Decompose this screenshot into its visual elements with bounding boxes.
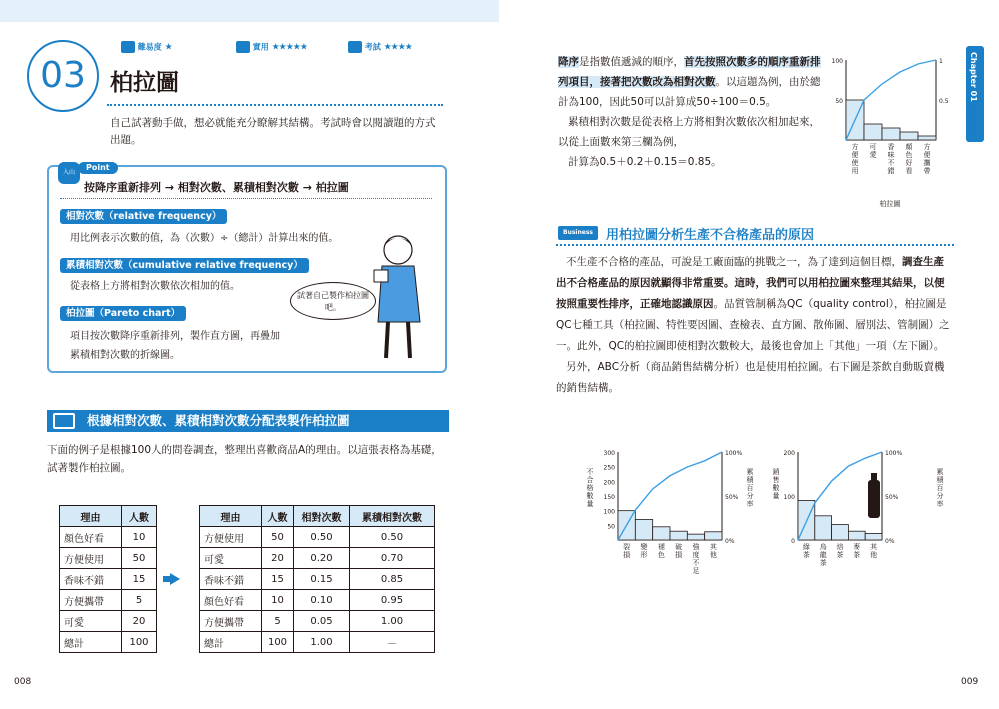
x-tick-label: 茶: [819, 559, 827, 567]
x-tick-label: 茶: [802, 551, 810, 559]
right-explanation: [558, 52, 822, 172]
y-axis-label: 不: [586, 468, 594, 476]
y2-tick-label: 0.5: [939, 98, 949, 105]
table-cell: 15: [122, 569, 157, 590]
bottle-cap-icon: [871, 473, 877, 481]
x-tick-label: 使: [851, 159, 859, 167]
table-cell: 香味不錯: [200, 569, 262, 590]
x-tick-label: 不: [887, 159, 895, 167]
top-band: [0, 0, 499, 22]
table-cell: －: [350, 632, 435, 653]
x-tick-label: 色: [657, 551, 665, 559]
body-text: 計算為0.5＋0.2＋0.15＝0.85。: [568, 156, 722, 168]
y2-tick-label: 50%: [725, 494, 739, 501]
difficulty-stars: ★: [164, 42, 172, 53]
y2-tick-label: 100%: [885, 450, 903, 457]
y-axis-label: 數: [586, 492, 594, 500]
section-title: 柏拉圖: [110, 70, 179, 96]
x-tick-label: 看: [905, 167, 913, 175]
x-tick-label: 龍: [819, 551, 827, 559]
y-tick-label: 300: [603, 450, 615, 457]
table-cell: 0.70: [350, 548, 435, 569]
x-tick-label: 便: [851, 151, 859, 159]
bottle-icon: [868, 480, 880, 518]
bar: [705, 532, 722, 540]
practical-stars: ★★★★★: [271, 42, 307, 53]
bar: [832, 525, 849, 540]
y-axis-label: 量: [772, 492, 780, 500]
y-tick-label: 250: [603, 464, 615, 472]
y-tick-label: 100: [783, 494, 795, 501]
table-row: [60, 569, 157, 590]
table-cell: 50: [122, 548, 157, 569]
hand-icon: 入山: [58, 162, 80, 184]
frequency-table: [199, 505, 435, 653]
x-tick-label: 香: [887, 143, 895, 151]
defect-pareto-chart: [582, 444, 762, 584]
highlight-text: 降序: [558, 56, 579, 68]
subsection-body: 下面的例子是根據100人的問卷調查，整理出喜歡商品A的理由。以這張表格為基礎，試著製作柏拉圖。: [47, 444, 442, 474]
table-cell: 可愛: [60, 611, 122, 632]
y-tick-label: 100: [603, 508, 615, 516]
page-number-right: 009: [961, 677, 979, 687]
x-tick-label: 愛: [869, 151, 877, 159]
table-cell: 5: [262, 611, 294, 632]
table-cell: 20: [262, 548, 294, 569]
y-axis-label: 格: [586, 484, 594, 492]
bar: [848, 531, 865, 540]
speech-bubble: 試著自己製作柏拉圖吧。: [290, 282, 376, 320]
table-header: 累積相對次數: [350, 506, 435, 527]
table-cell: 5: [122, 590, 157, 611]
bar: [670, 531, 687, 540]
def-tag-pareto: 柏拉圖（Pareto chart）: [60, 306, 186, 321]
table-row: [200, 611, 435, 632]
person-illustration: [366, 232, 434, 362]
chapter-label: Chapter 01: [969, 52, 978, 102]
y-tick-label: 50: [607, 523, 615, 531]
table-cell: 50: [262, 527, 294, 548]
y2-axis-label: 分: [746, 492, 754, 500]
bar: [918, 136, 936, 140]
point-tag: Point: [78, 162, 118, 174]
y2-tick-label: 100%: [725, 450, 743, 457]
table-cell: 0.20: [294, 548, 350, 569]
highlight-text: 首先按照次數多的順序重新排列項目，接著把次數改為相對次數: [558, 56, 821, 88]
y2-axis-label: 分: [936, 492, 944, 500]
mortarboard-icon: [348, 41, 362, 53]
y-axis-label: 合: [586, 476, 594, 484]
bar: [815, 516, 832, 540]
table-header-row: [200, 506, 435, 527]
y-axis-label: 售: [772, 476, 780, 484]
body-text: 另外，ABC分析（商品銷售結構分析）也是使用柏拉圖。右下圖是茶飲自動販賣機的銷售結構。: [556, 361, 945, 394]
y2-tick-label: 0%: [725, 538, 735, 545]
table-cell: 10: [122, 527, 157, 548]
table-cell: 方便攜帶: [60, 590, 122, 611]
y-tick-label: 50: [835, 98, 843, 105]
table-row: [60, 548, 157, 569]
body-text: 。以這題為例，由於總計為100，因此50可以計算成50÷100＝0.5。: [558, 76, 821, 108]
pareto-chart-small: [828, 50, 952, 212]
y-axis-label: 量: [586, 500, 594, 508]
table-row: [200, 590, 435, 611]
book-icon: [53, 413, 75, 429]
table-header: 人數: [122, 506, 157, 527]
body-text: 。品質管制稱為QC（quality control），柏拉圖是QC七種工具（柏拉圖、特性要因圖、查檢表、直方圖、散佈圖、層別法、管制圖）之一。此外，QC的柏拉圖即使相對次數較大，最後也會加上「其他」一項（左下圖）。: [556, 298, 950, 352]
business-title: 用柏拉圖分析生產不合格產品的原因: [606, 228, 815, 243]
y2-axis-label: 累: [936, 468, 944, 476]
section-number: 03: [40, 55, 86, 96]
x-tick-label: 損: [623, 551, 631, 559]
body-text: 不生產不合格的產品，可說是工廠面臨的挑戰之一，為了達到這個目標，: [566, 256, 902, 268]
table-row: [60, 527, 157, 548]
x-tick-label: 方: [851, 143, 859, 151]
x-tick-label: 變: [640, 543, 648, 551]
bold-text: 調查生產出不合格產品的原因就顯得非常重要。這時，我們可以用柏拉圖來整理其結果，以便按照重要性排序，正確地認識原因: [556, 256, 945, 310]
table-header: 人數: [262, 506, 294, 527]
y2-axis-label: 率: [936, 500, 944, 508]
x-tick-label: 顏: [905, 143, 913, 151]
table-cell: 0.50: [350, 527, 435, 548]
y2-tick-label: 50%: [885, 494, 899, 501]
x-tick-label: 焙: [836, 543, 844, 551]
x-tick-label: 度: [692, 551, 700, 559]
table-cell: 0.85: [350, 569, 435, 590]
bar: [864, 124, 882, 140]
x-tick-label: 褪: [657, 543, 665, 551]
exam-stars: ★★★★: [383, 42, 412, 53]
table-cell: 0.95: [350, 590, 435, 611]
x-tick-label: 裂: [623, 543, 631, 551]
table-header: 理由: [200, 506, 262, 527]
target-icon: [121, 41, 135, 53]
business-body: [556, 252, 954, 399]
chart-title: 柏拉圖: [879, 200, 901, 208]
bar: [687, 534, 704, 540]
table-cell: 顏色好看: [60, 527, 122, 548]
x-tick-label: 茶: [853, 551, 861, 559]
y2-axis-label: 積: [746, 476, 754, 484]
x-tick-label: 味: [887, 151, 895, 159]
exam-rating: 考試 ★★★★: [348, 41, 412, 53]
subsection-title: 根據相對次數、累積相對次數分配表製作柏拉圖: [47, 410, 449, 432]
x-tick-label: 錯: [887, 167, 895, 175]
x-tick-label: 便: [923, 151, 931, 159]
x-tick-label: 破: [675, 543, 683, 551]
table-cell: 0.50: [294, 527, 350, 548]
bar: [635, 519, 652, 540]
y2-tick-label: 0%: [885, 538, 895, 545]
y-tick-label: 150: [603, 494, 615, 501]
table-cell: 方便使用: [60, 548, 122, 569]
y-tick-label: 200: [783, 450, 795, 457]
reason-table: [59, 505, 157, 653]
business-icon: Business: [558, 226, 598, 240]
y2-axis-label: 百: [936, 484, 944, 492]
table-cell: 20: [122, 611, 157, 632]
x-tick-label: 其: [709, 543, 717, 551]
bar: [865, 533, 882, 540]
y2-axis-label: 百: [746, 484, 754, 492]
table-cell: 100: [262, 632, 294, 653]
table-header: 理由: [60, 506, 122, 527]
table-cell: 10: [262, 590, 294, 611]
x-tick-label: 損: [675, 551, 683, 559]
table-header: 相對次數: [294, 506, 350, 527]
x-tick-label: 足: [692, 567, 700, 575]
table-cell: 方便使用: [200, 527, 262, 548]
x-tick-label: 綠: [802, 543, 810, 551]
x-tick-label: 麥: [853, 543, 861, 551]
table-row: [200, 527, 435, 548]
x-tick-label: 他: [709, 551, 717, 559]
def-tag-relative: 相對次數（relative frequency）: [60, 209, 227, 224]
y2-axis-label: 累: [746, 468, 754, 476]
table-cell: 0.05: [294, 611, 350, 632]
x-tick-label: 用: [851, 167, 859, 175]
table-row: [200, 632, 435, 653]
table-row: [200, 569, 435, 590]
table-cell: 1.00: [350, 611, 435, 632]
x-tick-label: 攜: [923, 159, 931, 167]
chapter-sub: 敘述統計: [969, 104, 978, 136]
y2-axis-label: 積: [936, 476, 944, 484]
point-divider: [60, 198, 432, 199]
y2-tick-label: 1: [939, 58, 943, 65]
y-tick-label: 0: [791, 538, 795, 545]
def-text-relative: 用比例表示次數的值，為（次數）÷（總計）計算出來的值。: [70, 233, 339, 244]
table-row: [60, 590, 157, 611]
bar: [900, 132, 918, 140]
section-intro: 自己試著動手做，想必就能充分瞭解其結構。考試時會以閱讀題的方式出題。: [110, 117, 436, 146]
table-row: [60, 611, 157, 632]
y2-axis-label: 率: [746, 500, 754, 508]
table-cell: 可愛: [200, 548, 262, 569]
x-tick-label: 茶: [836, 551, 844, 559]
point-flow: 按降序重新排列 → 相對次數、累積相對次數 → 柏拉圖: [84, 181, 349, 194]
table-row: [200, 548, 435, 569]
x-tick-label: 色: [905, 151, 913, 159]
table-cell: 15: [262, 569, 294, 590]
table-cell: 顏色好看: [200, 590, 262, 611]
page-number-left: 008: [14, 677, 32, 687]
x-tick-label: 形: [640, 551, 648, 559]
def-text-pareto: 項目按次數降序重新排列，製作直方圖，再疊加累積相對次數的折線圖。: [70, 331, 280, 361]
x-tick-label: 可: [869, 143, 877, 151]
x-tick-label: 烏: [819, 543, 827, 551]
def-text-cumulative: 從表格上方將相對次數依次相加的值。: [70, 281, 240, 292]
practical-rating: 實用 ★★★★★: [236, 41, 307, 53]
table-cell: 100: [122, 632, 157, 653]
table-cell: 香味不錯: [60, 569, 122, 590]
business-divider: [556, 244, 954, 246]
section-divider: [107, 104, 443, 106]
x-tick-label: 強: [692, 543, 700, 551]
x-tick-label: 帶: [923, 167, 931, 175]
table-cell: 0.10: [294, 590, 350, 611]
table-cell: 總計: [200, 632, 262, 653]
bar: [882, 128, 900, 140]
table-row: [60, 632, 157, 653]
table-cell: 方便攜帶: [200, 611, 262, 632]
x-tick-label: 不: [692, 559, 700, 567]
y-axis-label: 銷: [772, 468, 780, 476]
table-cell: 1.00: [294, 632, 350, 653]
table-cell: 0.15: [294, 569, 350, 590]
x-tick-label: 好: [905, 159, 913, 167]
x-tick-label: 他: [870, 551, 878, 559]
briefcase-icon: [236, 41, 250, 53]
body-text: 累積相對次數是從表格上方將相對次數依次相加起來，以從上面數來第三欄為例，: [558, 116, 820, 148]
y-axis-label: 數: [772, 484, 780, 492]
body-text: 是指數值遞減的順序，: [579, 56, 684, 68]
table-cell: 總計: [60, 632, 122, 653]
sales-pareto-chart: [768, 444, 952, 584]
y-tick-label: 200: [603, 479, 615, 487]
bar: [653, 527, 670, 540]
y-tick-label: 100: [831, 58, 843, 65]
difficulty-rating: 難易度 ★: [121, 41, 172, 53]
def-tag-cumulative: 累積相對次數（cumulative relative frequency）: [60, 258, 309, 273]
x-tick-label: 其: [870, 543, 878, 551]
table-header-row: [60, 506, 157, 527]
arrow-right-icon: [170, 573, 180, 585]
x-tick-label: 方: [923, 143, 931, 151]
